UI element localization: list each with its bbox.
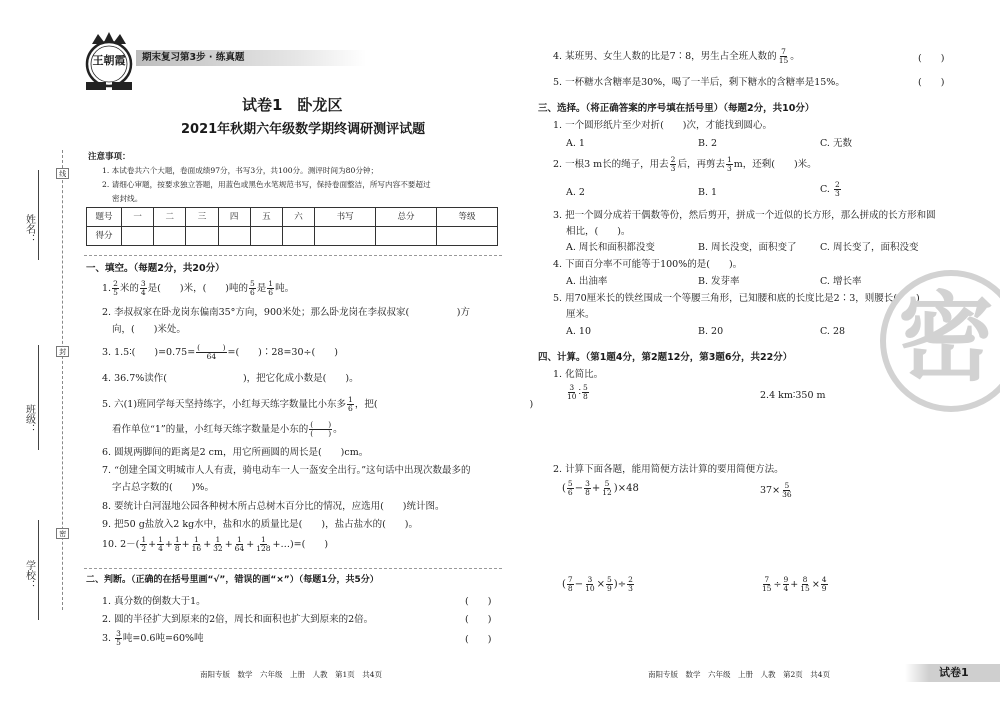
section4-title: 四、计算。（第1题4分，第2题12分，第3题6分，共22分）	[538, 352, 793, 363]
page-tab-label: 试卷1	[939, 666, 969, 679]
logo-text: 王朝霞	[92, 54, 126, 67]
option[interactable]: C. 无数	[820, 138, 852, 149]
option[interactable]: A. 出油率	[566, 276, 608, 287]
score-header: 题号	[87, 208, 122, 227]
option[interactable]: C. $\frac{2}{3}$	[820, 180, 840, 198]
s3-q4: 4. 下面百分率不可能等于100%的是( )。	[553, 259, 743, 270]
s3-q3a: 3. 把一个圆分成若干偶数等份，然后剪开，拼成一个近似的长方形，那么拼成的长方形和圆	[553, 210, 936, 221]
s1-q3	[102, 344, 338, 361]
option[interactable]: C. 增长率	[820, 276, 862, 287]
section-divider	[84, 568, 502, 569]
option[interactable]: B. 1	[698, 187, 718, 198]
notes-item-2: 2. 请细心审题，按要求独立答题，用蓝色或黑色水笔规范书写，保持卷面整洁，所写内容不要超过	[102, 180, 431, 189]
class-label: 班级：	[23, 404, 35, 434]
stamp-char: 密	[898, 282, 994, 394]
school-label: 学校：	[23, 560, 35, 590]
score-cell[interactable]	[186, 227, 218, 246]
step-banner	[136, 50, 366, 66]
fraction: ( ) 64	[197, 343, 226, 361]
score-row-label: 得分	[87, 227, 122, 246]
notes-heading: 注意事项：	[88, 152, 131, 162]
s1-q7a: 7. “创建全国文明城市人人有责，骑电动车一人一盔安全出行。”这句话中出现次数最多的	[102, 465, 471, 476]
score-header: 三	[186, 208, 218, 227]
s1-q2a: 2. 李叔叔家在卧龙岗东偏南35°方向，900米处；那么卧龙岗在李叔叔家( )方	[102, 307, 470, 318]
answer-paren[interactable]: ( )	[465, 614, 492, 625]
q-text: 3. 1.5∶( )=0.75=	[102, 346, 196, 358]
q-text: 看作单位“1”的量，小红每天练字数量是小东的	[112, 423, 309, 435]
ratio-2: 2.4 km∶350 m	[760, 390, 826, 401]
q-text: 37×	[760, 484, 781, 496]
s1-q8: 8. 要统计白河湿地公园各种树木所占总树木百分比的情况，应选用( )统计图。	[102, 501, 445, 512]
q-text: 是( )米，( )吨的	[147, 282, 248, 294]
section1-title: 一、填空。（每题2分，共20分）	[86, 263, 225, 274]
q-text: =( )∶28=30÷( )	[227, 346, 338, 358]
section-divider	[84, 255, 502, 256]
s1-q10: 10. 2－( $\frac{1}{2}$ + $\frac{1}{4}$ + $\frac{1}{8}$ + $\frac{1}{16}$ + $\frac{1}{32}$ + $\frac{1}{64}$ + $\frac{1}{128}$ +…)=( )	[102, 535, 329, 553]
score-cell[interactable]	[437, 227, 498, 246]
q-text: ×48	[617, 482, 639, 494]
notes-item-3: 密封线。	[112, 194, 143, 203]
s4-sub1: 1. 化简比。	[553, 369, 604, 380]
option[interactable]: B. 周长没变，面积变了	[698, 242, 797, 253]
secret-stamp	[880, 270, 1000, 412]
s1-q7b: 字占总字数的( )%。	[112, 482, 214, 493]
score-header: 总分	[376, 208, 437, 227]
expr-3: ( $\frac{7}{8}$ − $\frac{3}{10}$ × $\frac{5}{9}$ )÷ $\frac{2}{3}$	[562, 575, 633, 593]
score-header: 四	[218, 208, 250, 227]
fraction: ( ) ( )	[310, 420, 332, 438]
fraction: $\frac{3}{4}$	[140, 279, 146, 297]
score-header: 书写	[315, 208, 376, 227]
score-header: 二	[154, 208, 186, 227]
s3-q2	[553, 156, 817, 173]
fraction: $\frac{7}{15}$	[778, 47, 789, 65]
answer-paren[interactable]: ( )	[465, 596, 492, 607]
option[interactable]: C. 周长变了，面积没变	[820, 242, 919, 253]
footer-left: 南阳专版 数学 六年级 上册 人教 第1页 共4页	[200, 670, 383, 679]
s1-q5c	[112, 421, 343, 438]
score-header: 五	[250, 208, 282, 227]
page-tab	[905, 664, 1000, 682]
score-table-header-row	[87, 208, 498, 227]
s3-q1: 1. 一个圆形纸片至少对折( )次，才能找到圆心。	[553, 120, 772, 131]
q-text: 米的	[119, 282, 139, 294]
option[interactable]: B. 发芽率	[698, 276, 740, 287]
q-text: 是	[256, 282, 267, 294]
fraction: $\frac{1}{6}$	[268, 279, 274, 297]
option[interactable]: A. 1	[566, 138, 585, 149]
section3-title: 三、选择。（将正确答案的序号填在括号里）（每题2分，共10分）	[538, 103, 815, 114]
expr-2: 37× $\frac{5}{36}$	[760, 481, 792, 499]
s2-q2: 2. 圆的半径扩大到原来的2倍，周长和面积也扩大到原来的2倍。	[102, 614, 374, 625]
score-cell[interactable]	[282, 227, 314, 246]
score-cell[interactable]	[122, 227, 154, 246]
score-table-score-row	[87, 227, 498, 246]
s2-q4	[553, 48, 800, 65]
answer-paren[interactable]: ( )	[465, 634, 492, 645]
q-text: ，把( )	[354, 398, 534, 410]
score-cell[interactable]	[218, 227, 250, 246]
option[interactable]: A. 2	[566, 187, 585, 198]
option[interactable]: B. 20	[698, 326, 724, 337]
name-label: 姓名：	[23, 214, 35, 244]
q-text: m，还剩( )米。	[733, 158, 817, 170]
footer-right: 南阳专版 数学 六年级 上册 人教 第2页 共4页	[648, 670, 831, 679]
answer-paren[interactable]: ( )	[918, 53, 945, 64]
score-cell[interactable]	[376, 227, 437, 246]
fraction: $\frac{2}{5}$	[113, 279, 118, 297]
seal-mark-line: 线	[56, 168, 69, 179]
option-label: C.	[820, 183, 830, 195]
q-text: 4. 某班男、女生人数的比是7∶8，男生占全班人数的	[553, 50, 777, 62]
fraction: $\frac{3}{5}$	[116, 629, 121, 647]
option[interactable]: C. 28	[820, 326, 846, 337]
q-text: 后，再剪去	[677, 158, 725, 170]
s2-q3: 3. $\frac{3}{5}$ 吨=0.6吨=60%吨	[102, 629, 204, 647]
score-header: 六	[282, 208, 314, 227]
option[interactable]: B. 2	[698, 138, 718, 149]
score-header: 等级	[437, 208, 498, 227]
s3-q3b: 相比，( )。	[566, 226, 631, 237]
s2-q1: 1. 真分数的倒数大于1。	[102, 596, 206, 607]
seal-dashed-line	[62, 150, 63, 610]
q-text: 。	[790, 50, 800, 62]
s1-q9: 9. 把50 g盐放入2 kg水中，盐和水的质量比是( )，盐占盐水的( )。	[102, 519, 419, 530]
seal-mark-secret: 密	[56, 528, 69, 539]
score-table	[86, 207, 498, 246]
s1-q1	[102, 280, 294, 297]
binding-strip	[0, 0, 78, 708]
s1-q5a	[102, 396, 533, 413]
q-text: 5. 六(1)班同学每天坚持练字，小红每天练字数量比小东多	[102, 398, 347, 410]
ratio-1: $\frac{3}{10}$ ∶ $\frac{5}{8}$	[567, 383, 588, 401]
q-text: 10. 2－(	[102, 538, 140, 550]
fraction: $\frac{5}{6}$	[249, 279, 255, 297]
score-header: 一	[122, 208, 154, 227]
brand-logo	[78, 30, 140, 92]
notes-item-1: 1. 本试卷共六个大题，卷面成绩97分，书写3分，共100分。测评时间为80分钟；	[102, 166, 379, 175]
s3-q5b: 厘米。	[566, 309, 595, 320]
s1-q4: 4. 36.7%读作( )，把它化成小数是( )。	[102, 373, 359, 384]
s3-q5a: 5. 用70厘米长的铁丝围成一个等腰三角形，已知腰和底的长度比是2∶3，则腰长( )	[553, 293, 920, 304]
fraction: $\frac{1}{3}$	[726, 155, 732, 173]
q-text: 吨=0.6吨=60%吨	[122, 632, 204, 644]
score-cell[interactable]	[315, 227, 376, 246]
name-field[interactable]	[38, 170, 39, 260]
option[interactable]: A. 周长和面积都没变	[566, 242, 655, 253]
seal-mark-seal: 封	[56, 346, 69, 357]
option[interactable]: A. 10	[566, 326, 591, 337]
school-field[interactable]	[38, 520, 39, 620]
s2-q5: 5. 一杯糖水含糖率是30%，喝了一半后，剩下糖水的含糖率是15%。	[553, 77, 845, 88]
class-field[interactable]	[38, 345, 39, 450]
expr-4: $\frac{7}{15}$ ÷ $\frac{9}{4}$ + $\frac{8}{15}$ × $\frac{4}{9}$	[762, 575, 827, 593]
s4-sub2: 2. 计算下面各题，能用简便方法计算的要用简便方法。	[553, 464, 784, 475]
fraction: $\frac{2}{3}$	[670, 155, 676, 173]
section2-title: 二、判断。（正确的在括号里画“√”，错误的画“×”）（每题1分，共5分）	[86, 575, 379, 585]
answer-paren[interactable]: ( )	[918, 77, 945, 88]
score-cell[interactable]	[250, 227, 282, 246]
exam-subtitle: 2021年秋期六年级数学期终调研测评试题	[181, 122, 426, 137]
step-banner-text: 期末复习第3步 · 练真题	[142, 52, 245, 63]
score-cell[interactable]	[154, 227, 186, 246]
s1-q2b: 向，( )米处。	[112, 324, 186, 335]
expr-1: ( $\frac{5}{6}$ − $\frac{3}{8}$ + $\frac{5}{12}$ )×48	[562, 479, 639, 497]
q-text: 1.	[102, 282, 112, 294]
q-text: 2. 一根3 m长的绳子，用去	[553, 158, 669, 170]
q-text: 吨。	[275, 282, 295, 294]
fraction: $\frac{1}{6}$	[348, 395, 353, 413]
q-text: 。	[333, 423, 343, 435]
exam-title: 试卷1 卧龙区	[242, 96, 343, 114]
q-text: +…)=( )	[272, 538, 329, 550]
s1-q6: 6. 圆规两脚间的距离是2 cm，用它所画圆的周长是( )cm。	[102, 447, 369, 458]
